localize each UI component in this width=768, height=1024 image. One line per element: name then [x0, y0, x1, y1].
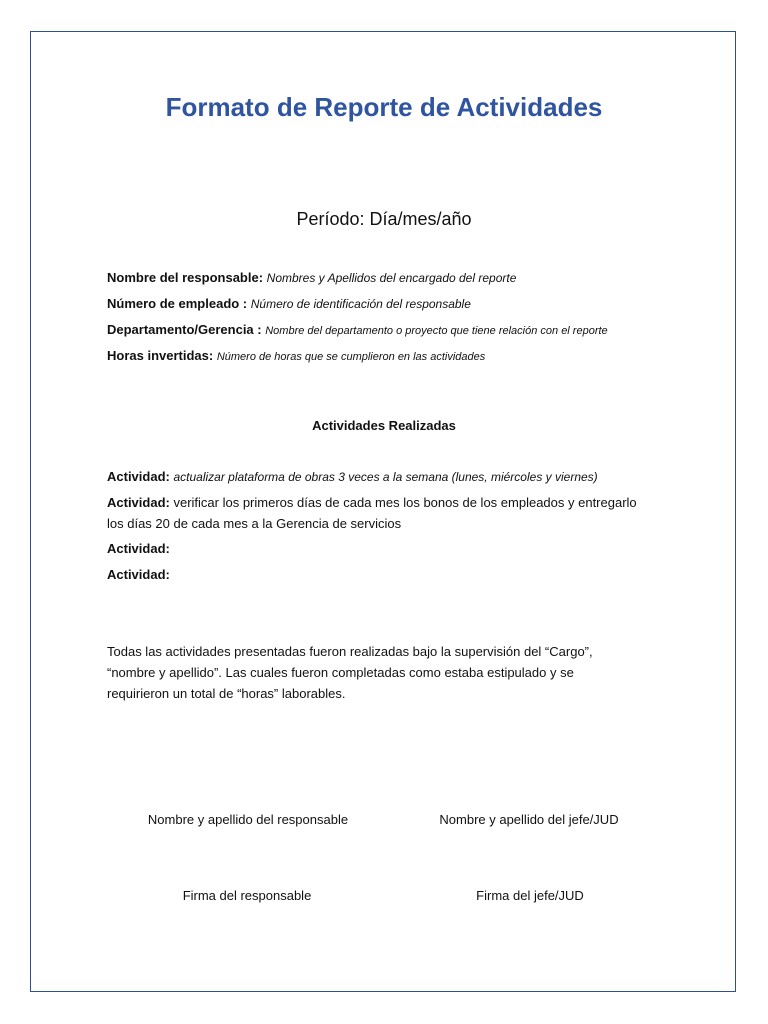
field-responsible — [107, 270, 516, 285]
signature-boss: Firma del jefe/JUD — [476, 888, 584, 903]
field-label: Nombre del responsable: — [107, 270, 264, 285]
signature-boss-name: Nombre y apellido del jefe/JUD — [439, 812, 619, 827]
field-value: Nombre del departamento o proyecto que tiene relación con el reporte — [265, 325, 608, 337]
activity-item — [107, 564, 637, 585]
field-label: Departamento/Gerencia : — [107, 322, 262, 337]
field-department — [107, 322, 608, 337]
activity-label: Actividad: — [107, 541, 170, 556]
activity-item — [107, 538, 637, 559]
activity-label: Actividad: — [107, 567, 170, 582]
field-label: Horas invertidas: — [107, 348, 214, 363]
field-value: Nombres y Apellidos del encargado del reporte — [266, 271, 517, 285]
activities-heading: Actividades Realizadas — [312, 418, 456, 433]
field-hours — [107, 348, 485, 363]
field-label: Número de empleado : — [107, 296, 248, 311]
activity-label: Actividad: — [107, 469, 170, 484]
document-title: Formato de Reporte de Actividades — [165, 92, 603, 122]
field-employee-number — [107, 296, 471, 311]
field-value: Número de identificación del responsable — [250, 297, 471, 311]
activity-item — [107, 492, 637, 534]
signature-responsible: Firma del responsable — [182, 888, 312, 903]
activity-label: Actividad: — [107, 495, 170, 510]
period-line: Período: Día/mes/año — [296, 209, 472, 229]
supervision-statement: Todas las actividades presentadas fueron realizadas bajo la supervisión del “Cargo”, “nombre y apellido”. Las cuales fueron completadas como estaba estipulado y se requirieron un total de “horas” laborables. — [107, 644, 593, 701]
activity-value: verificar los primeros días de cada mes los bonos de los empleados y entregarlo los días 20 de cada mes a la Gerencia de servicios — [107, 495, 637, 531]
field-value: Número de horas que se cumplieron en las actividades — [216, 351, 486, 363]
activity-value: actualizar plataforma de obras 3 veces a la semana (lunes, miércoles y viernes) — [173, 470, 598, 484]
activity-item — [107, 466, 637, 488]
signature-responsible-name: Nombre y apellido del responsable — [147, 812, 349, 827]
